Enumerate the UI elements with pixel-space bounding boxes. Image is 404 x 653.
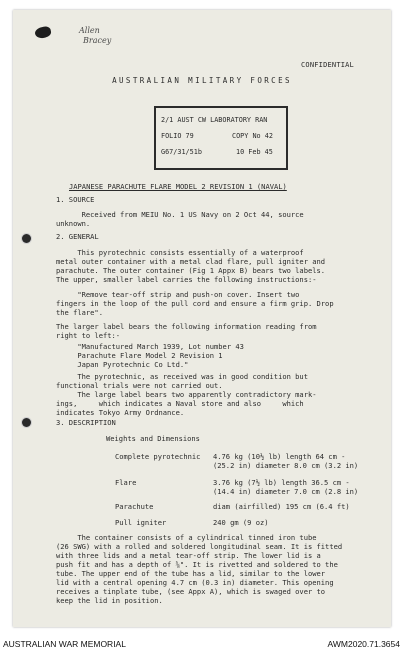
dimension-label: Pull igniter [115, 518, 167, 527]
archive-footer [0, 637, 404, 653]
section-3-paragraph: The container consists of a cylindrical tinned iron tube (26 SWG) with a rolled and soldered longitudinal seam. It is fitted with three lids and a metal tear-off strip. The lower lid is a push fit and has a depth of ⅝". It is rivetted and soldered to the tube. The upper end of the tube has a lid, similar to the lower lid with a central opening 4.7 cm (0.3 in) diameter. This opening receives a tinplate tube, (see Appx A), which is swaged over to keep the lid in position. [56, 533, 343, 605]
ink-blot [34, 25, 52, 39]
classification-marking: CONFIDENTIAL [301, 61, 354, 69]
punch-hole [22, 418, 31, 427]
section-2-paragraph-2: The larger label bears the following information reading from right to left:- [56, 322, 317, 340]
stamp-unit: 2/1 AUST CW LABORATORY RAN [161, 116, 268, 124]
archive-name: AUSTRALIAN WAR MEMORIAL [3, 639, 126, 649]
section-3-subheading: Weights and Dimensions [106, 434, 200, 443]
section-2-quote-2: "Manufactured March 1939, Lot number 43 Parachute Flare Model 2 Revision 1 Japan Pyrotechnic Co Ltd." [77, 342, 244, 369]
document-heading: JAPANESE PARACHUTE FLARE MODEL 2 REVISION 1 (NAVAL) [69, 182, 287, 191]
section-1-text: Received from MEIU No. 1 US Navy on 2 Oct 44, source unknown. [56, 210, 304, 228]
section-2-paragraph-1: This pyrotechnic consists essentially of a waterproof metal outer container with a metal clad flare, pull igniter and parachute. The outer container (Fig 1 Appx B) bears two labels. The upper, smaller label carries the following instructions:- [56, 248, 326, 284]
section-2-paragraph-3: The pyrotechnic, as received was in good condition but functional trials were not carried out. The large label bears two apparently contradictory mark- ings, which indicates a Naval store and also which indicates Tokyo Army Ordnance. [56, 372, 317, 417]
handwritten-note-line1: Allen [79, 26, 100, 35]
dimension-value: 4.76 kg (10½ lb) length 64 cm - (25.2 in) diameter 8.0 cm (3.2 in) [213, 452, 359, 470]
document-page [13, 10, 391, 627]
stamp-date: 10 Feb 45 [236, 148, 273, 156]
dimension-label: Complete pyrotechnic [115, 452, 201, 461]
registry-stamp [154, 106, 288, 170]
section-3-heading: 3. DESCRIPTION [56, 418, 116, 427]
section-2-heading: 2. GENERAL [56, 232, 99, 241]
stamp-folio: FOLIO 79 [161, 132, 194, 140]
stamp-reference: G67/31/51b [161, 148, 202, 156]
dimension-value: 3.76 kg (7½ lb) length 36.5 cm - (14.4 in) diameter 7.0 cm (2.8 in) [213, 478, 359, 496]
section-2-quote-1: "Remove tear-off strip and push-on cover. Insert two fingers in the loop of the pull cord and ensure a firm grip. Drop the flare". [56, 290, 334, 317]
dimension-value: 240 gm (9 oz) [213, 518, 269, 527]
dimension-value: diam (airfilled) 195 cm (6.4 ft) [213, 502, 350, 511]
handwritten-note-line2: Bracey [83, 36, 112, 45]
section-1-heading: 1. SOURCE [56, 195, 95, 204]
dimension-label: Flare [115, 478, 137, 487]
document-title: AUSTRALIAN MILITARY FORCES [112, 76, 292, 85]
stamp-copy: COPY No 42 [232, 132, 273, 140]
dimension-label: Parachute [115, 502, 154, 511]
archive-accession-number: AWM2020.71.3654 [327, 639, 400, 649]
punch-hole [22, 234, 31, 243]
